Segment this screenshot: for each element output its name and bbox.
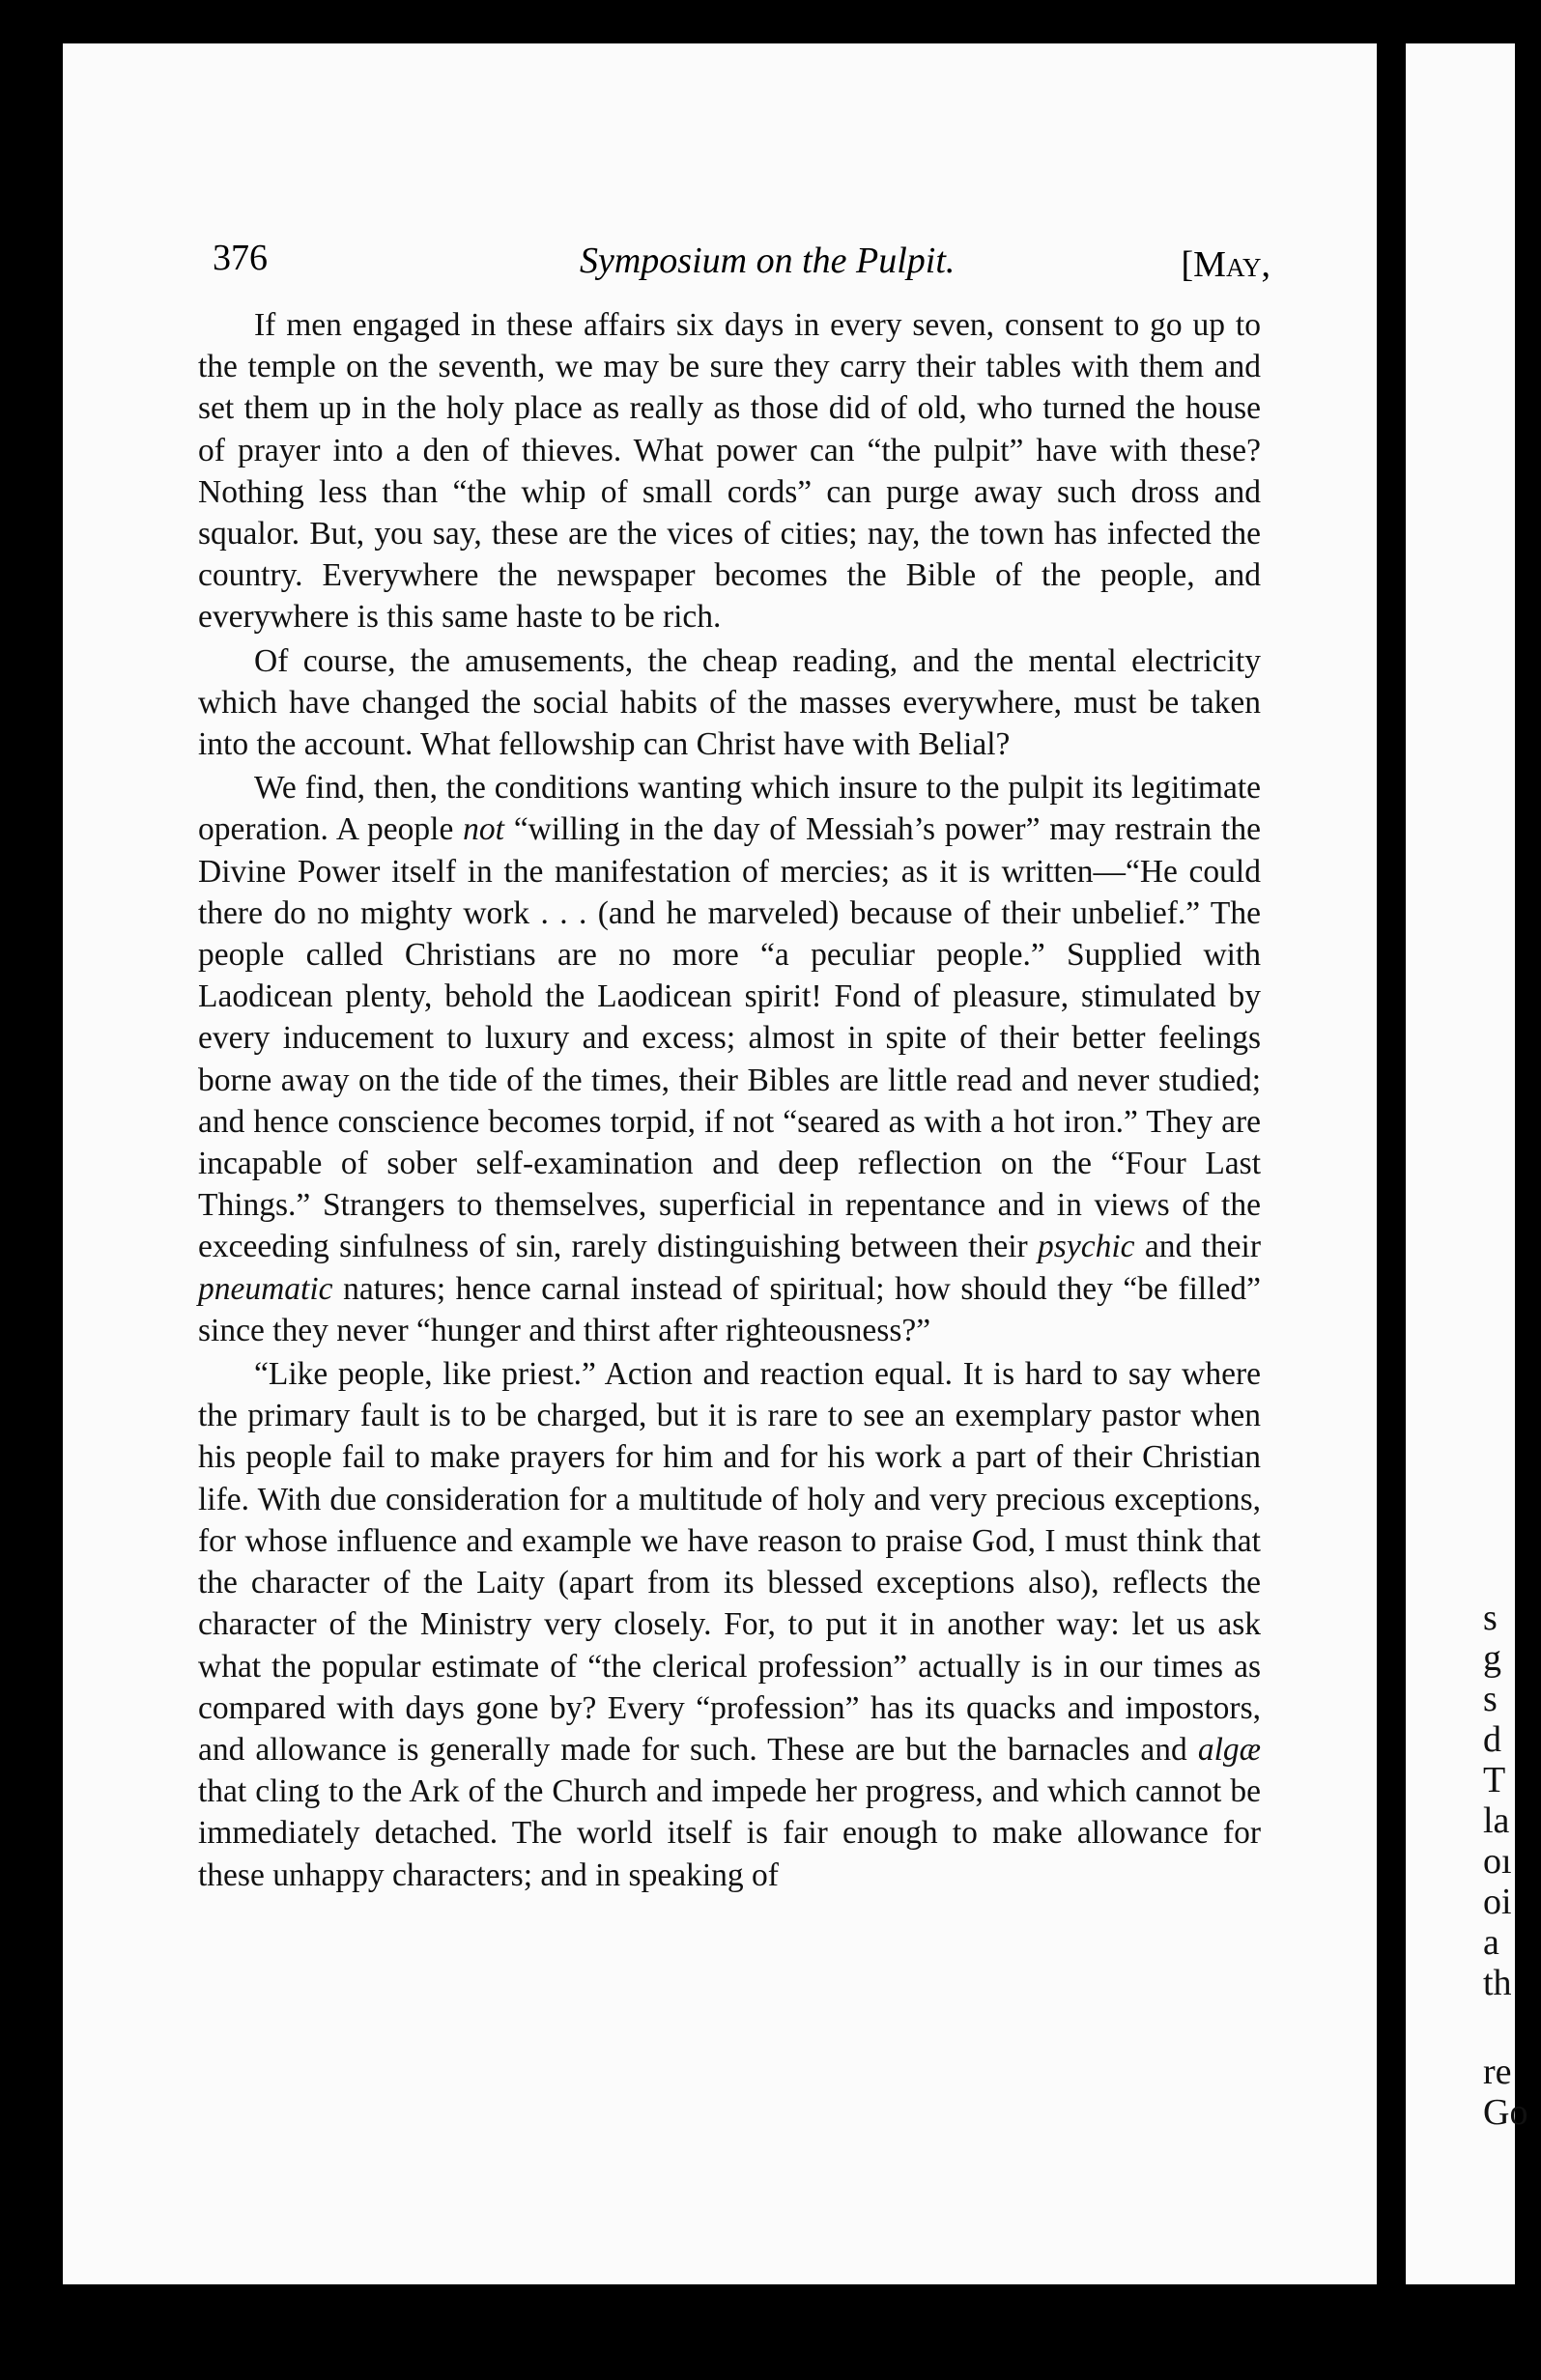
adjacent-page-edge — [1406, 43, 1528, 2284]
paragraph — [198, 640, 1261, 766]
running-title: Symposium on the Pulpit. — [580, 241, 956, 281]
paragraph — [198, 304, 1261, 638]
italic-text: pneumatic — [198, 1270, 333, 1307]
text-run: Of course, the amusements, the cheap reading, and the mental electricity which have changed the social habits of the masses everywhere, must be taken into the account. What fellowship can Christ have with Belial? — [198, 642, 1261, 763]
paragraph — [198, 767, 1261, 1351]
next-page-fragment: g — [1483, 1638, 1501, 1679]
italic-text: algæ — [1197, 1731, 1261, 1768]
running-month: [May, — [1181, 244, 1270, 285]
text-run: If men engaged in these affairs six days in every seven, consent to go up to the temple on the seventh, we may be sure they carry their tables with them and set them up in the holy place as really as those did of old, who turned the house of prayer into a den of thieves. What power can “the pulpit” have with these? Nothing less than “the whip of small cords” can purge away such dross and squalor. But, you say, these are the vices of cities; nay, the town has infected the country. Everywhere the newspaper becomes the Bible of the people, and everywhere is this same haste to be rich. — [198, 307, 1261, 636]
next-page-fragment: la — [1483, 1800, 1510, 1841]
italic-text: psychic — [1038, 1229, 1135, 1265]
next-page-fragment: d — [1483, 1719, 1501, 1760]
text-run: and their — [1134, 1229, 1261, 1265]
text-run: natures; hence carnal instead of spiritual; how should they “be filled” since they never “hunger and thirst after righteousness?” — [198, 1270, 1261, 1348]
next-page-fragment: re — [1483, 2052, 1512, 2092]
text-run: “willing in the day of Messiah’s power” may restrain the Divine Power itself in the manifestation of mercies; as it is written—“He could there do no mighty work . . . (and he marveled) because of their unbelief.” The people called Christians are no more “a peculiar people.” Supplied with Laodicean plenty, behold the Laodicean spirit! Fond of pleasure, stimulated by every inducement to luxury and excess; almost in spite of their better feelings borne away on the tide of the times, their Bibles are little read and never studied; and hence conscience becomes torpid, if not “seared as with a hot iron.” They are incapable of sober self-examination and deep reflection on the “Four Last Things.” Strangers to themselves, superficial in repentance and in views of the exceeding sinfulness of sin, rarely distinguishing between their — [198, 811, 1261, 1265]
next-page-fragment: oı — [1483, 1841, 1512, 1882]
next-page-fragment: s — [1483, 1598, 1498, 1638]
next-page-fragment: oi — [1483, 1882, 1512, 1922]
next-page-fragment: a — [1483, 1922, 1499, 1963]
next-page-fragment: s — [1483, 1679, 1498, 1719]
text-run: We find, then, the conditions wanting which insure to the pulpit its legitimate operation. A people — [198, 770, 1261, 848]
next-page-fragment: Go — [1483, 2092, 1528, 2133]
page-number: 376 — [213, 238, 268, 278]
body-text — [198, 304, 1261, 1896]
text-run: “Like people, like priest.” Action and reaction equal. It is hard to say where the primary fault is to be charged, but it is rare to see an exemplary pastor when his people fail to make prayers for him and for his work a part of their Christian life. With due consideration for a multitude of holy and very precious exceptions, for whose influence and example we have reason to praise God, I must think that the character of the Laity (apart from its blessed exceptions also), reflects the character of the Ministry very closely. For, to put it in another way: let us ask what the popular estimate of “the clerical profession” actually is in our times as compared with days gone by? Every “profession” has its quacks and impostors, and allowance is generally made for such. These are but the barnacles and — [198, 1356, 1261, 1768]
italic-text: not — [463, 811, 504, 848]
next-page-fragment: T — [1483, 1760, 1506, 1800]
running-header — [213, 232, 1270, 290]
text-run: that cling to the Ark of the Church and impede her progress, and which cannot be immediately detached. The world itself is fair enough to make allowance for these unhappy characters; and in speaking of — [198, 1773, 1261, 1893]
paragraph — [198, 1353, 1261, 1896]
next-page-fragment: th — [1483, 1963, 1512, 2003]
